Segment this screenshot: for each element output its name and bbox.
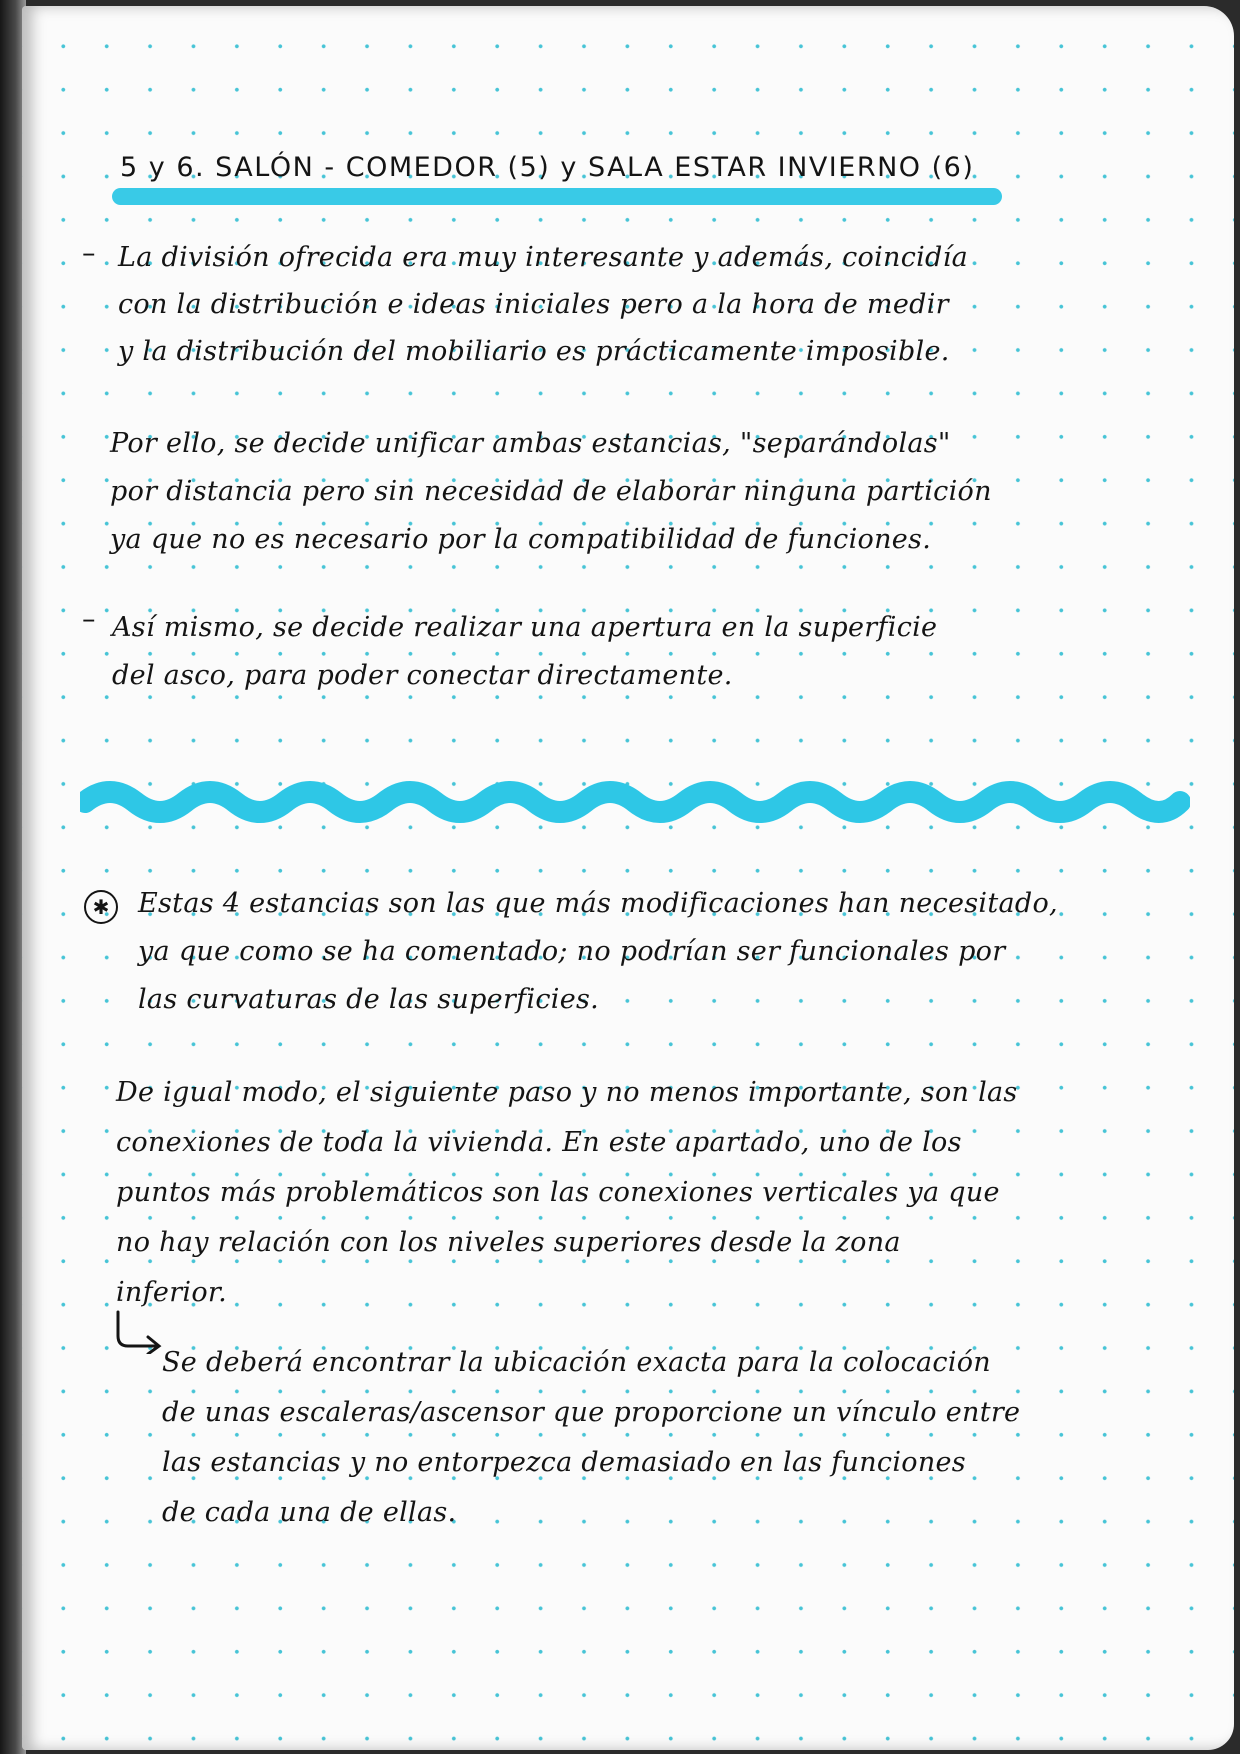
paragraph-4 [138, 880, 1058, 1024]
paragraph-line: por distancia pero sin necesidad de elaborar ninguna partición [110, 476, 992, 507]
paragraph-line: las curvaturas de las superficies. [138, 984, 600, 1015]
dash-bullet-icon: – [82, 604, 96, 635]
paragraph-line: Por ello, se decide unificar ambas estancias, "separándolas" [110, 428, 951, 459]
paragraph-3 [112, 604, 937, 700]
paragraph-line: Estas 4 estancias son las que más modificaciones han necesitado, [138, 888, 1058, 919]
page-heading: 5 y 6. SALÓN - COMEDOR (5) y SALA ESTAR INVIERNO (6) [120, 152, 975, 183]
paragraph-5 [116, 1068, 1018, 1318]
paragraph-line: de cada una de ellas. [162, 1497, 457, 1528]
paragraph-6 [162, 1338, 1020, 1538]
paragraph-line: ya que como se ha comentado; no podrían ser funcionales por [138, 936, 1006, 967]
paragraph-line: no hay relación con los niveles superiores desde la zona [116, 1227, 901, 1258]
paragraph-line: con la distribución e ideas iniciales pero a la hora de medir [118, 289, 949, 320]
paragraph-line: conexiones de toda la vivienda. En este apartado, uno de los [116, 1127, 962, 1158]
paragraph-2 [110, 420, 992, 564]
paragraph-line: las estancias y no entorpezca demasiado en las funciones [162, 1447, 966, 1478]
hooked-arrow-icon [112, 1310, 164, 1354]
paragraph-line: Se deberá encontrar la ubicación exacta para la colocación [162, 1347, 991, 1378]
paragraph-line: puntos más problemáticos son las conexiones verticales ya que [116, 1177, 1000, 1208]
paragraph-line: del asco, para poder conectar directamente. [112, 660, 733, 691]
circled-asterisk-icon: ✱ [84, 890, 118, 924]
wavy-divider [80, 772, 1190, 832]
paragraph-line: y la distribución del mobiliario es prácticamente imposible. [118, 336, 950, 367]
dash-bullet-icon: – [82, 238, 96, 269]
title-highlight [112, 188, 1002, 205]
paragraph-1 [118, 234, 968, 375]
paragraph-line: inferior. [116, 1277, 228, 1308]
paragraph-line: Así mismo, se decide realizar una apertura en la superficie [112, 612, 938, 643]
paragraph-line: ya que no es necesario por la compatibilidad de funciones. [110, 524, 932, 555]
paragraph-line: De igual modo, el siguiente paso y no menos importante, son las [116, 1077, 1018, 1108]
paragraph-line: de unas escaleras/ascensor que proporcione un vínculo entre [162, 1397, 1021, 1428]
paragraph-line: La división ofrecida era muy interesante y además, coincidía [118, 242, 968, 273]
